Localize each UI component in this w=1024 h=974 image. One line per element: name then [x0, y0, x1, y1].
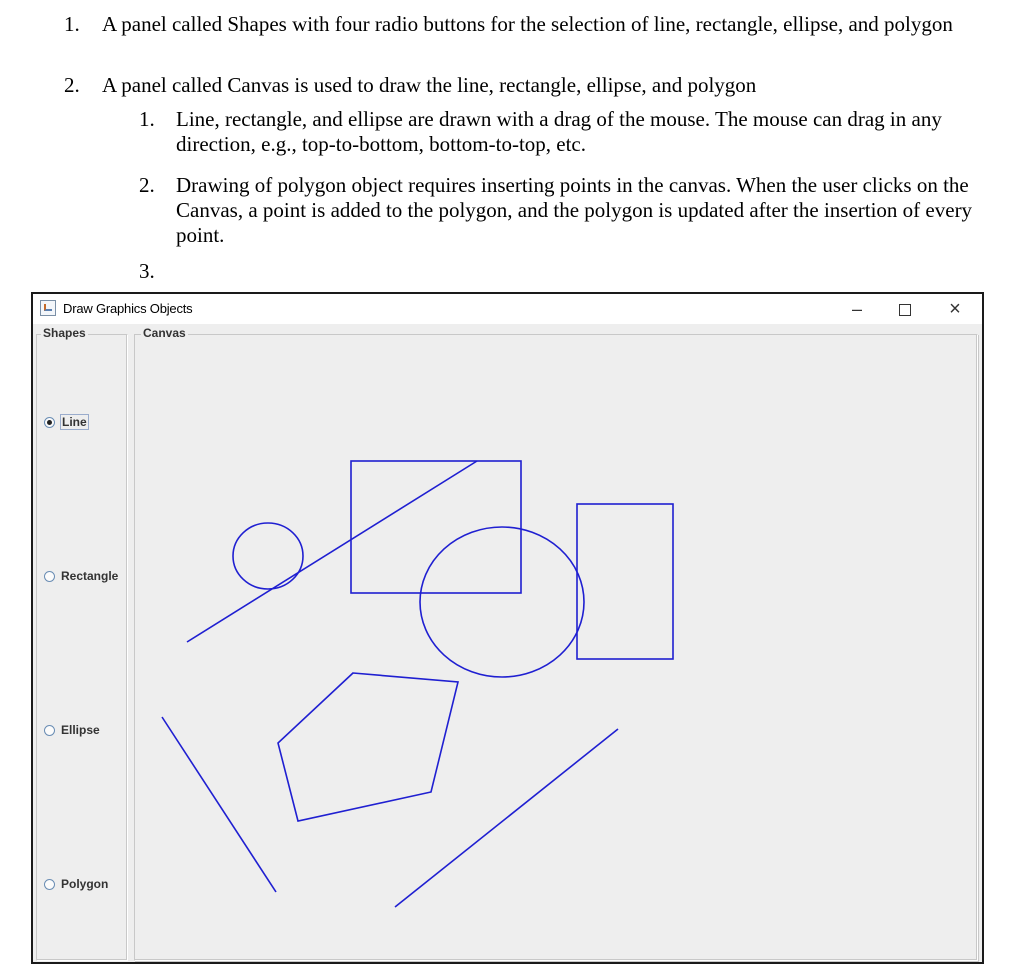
list-text: Drawing of polygon object requires inserting points in the canvas. When the user clicks on the Canvas, a point is added to the polygon, and the polygon is updated after the insertion of every point.: [176, 173, 973, 247]
app-window: [31, 292, 984, 964]
maximize-button[interactable]: [882, 294, 928, 324]
document: [0, 0, 1024, 290]
list-number: 3.: [139, 259, 155, 283]
minimize-button[interactable]: –: [851, 299, 862, 319]
radio-line[interactable]: [44, 413, 88, 431]
window-title: Draw Graphics Objects: [63, 301, 193, 316]
drawn-polygon: [278, 673, 458, 821]
radio-label: Polygon: [61, 877, 109, 891]
list-number: 2.: [64, 73, 80, 97]
java-app-icon: [40, 300, 56, 316]
radio-polygon[interactable]: [44, 875, 108, 893]
title-bar[interactable]: [33, 294, 982, 324]
drawn-line: [395, 729, 618, 907]
list-number: 1.: [139, 107, 155, 131]
radio-label: Rectangle: [61, 569, 119, 583]
radio-label: Line: [62, 415, 87, 429]
list-number: 1.: [64, 12, 80, 36]
radio-checked-icon: [44, 417, 55, 428]
canvas-panel[interactable]: [134, 326, 978, 961]
radio-ellipse[interactable]: [44, 721, 100, 739]
drawn-ellipse: [233, 523, 303, 589]
shapes-panel: [36, 326, 128, 961]
list-text: Line, rectangle, and ellipse are drawn with a drag of the mouse. The mouse can drag in any direction, e.g., top-to-bottom, bottom-to-top, etc.: [176, 107, 942, 156]
list-number: 2.: [139, 173, 155, 197]
radio-unchecked-icon: [44, 725, 55, 736]
drawn-line: [162, 717, 276, 892]
radio-label: Ellipse: [61, 723, 100, 737]
drawn-line: [187, 461, 477, 642]
shapes-panel-title: Shapes: [43, 326, 86, 340]
maximize-icon: [899, 304, 911, 316]
drawn-rectangle: [577, 504, 673, 659]
list-text: A panel called Shapes with four radio buttons for the selection of line, rectangle, ellipse, and polygon: [102, 12, 953, 36]
drawing-canvas[interactable]: [135, 335, 977, 960]
drawn-ellipse: [420, 527, 584, 677]
list-text: A panel called Canvas is used to draw the line, rectangle, ellipse, and polygon: [102, 73, 757, 97]
canvas-panel-title: Canvas: [143, 326, 186, 340]
close-button[interactable]: ×: [949, 298, 961, 320]
radio-unchecked-icon: [44, 571, 55, 582]
radio-rectangle[interactable]: [44, 567, 118, 585]
radio-unchecked-icon: [44, 879, 55, 890]
